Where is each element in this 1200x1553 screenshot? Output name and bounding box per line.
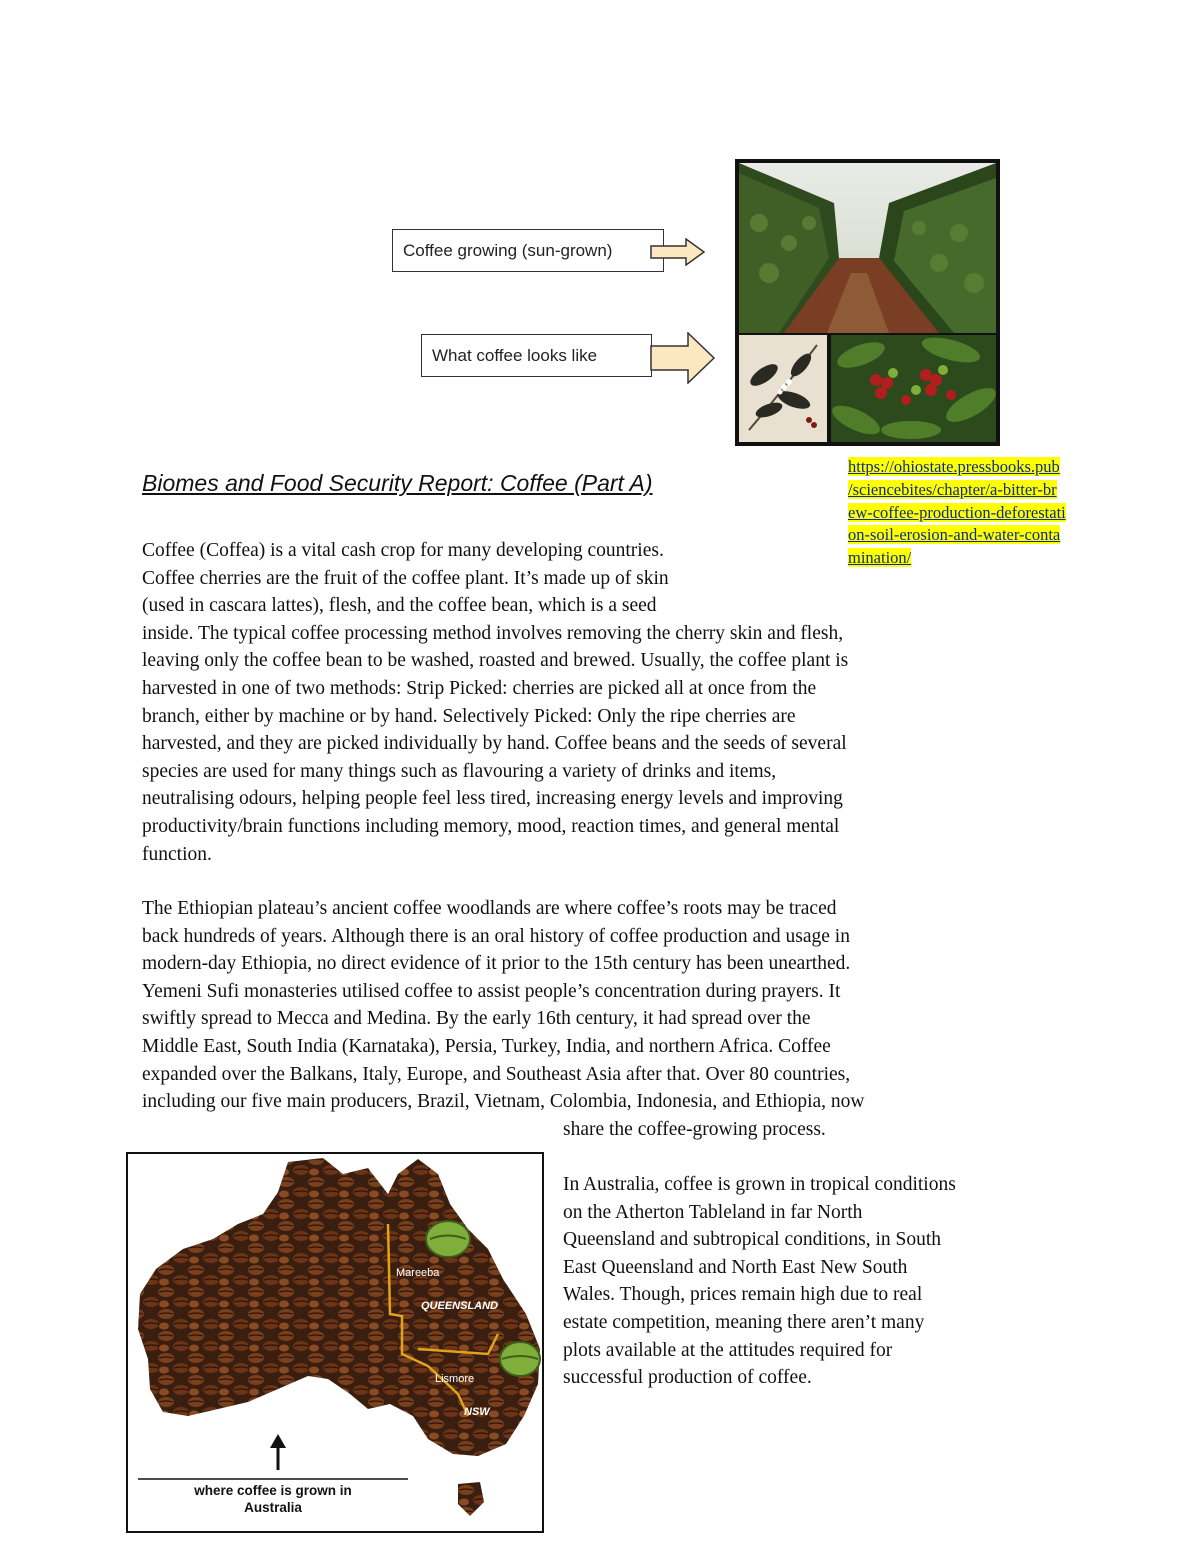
paragraph-line: estate competition, meaning there aren’t many <box>563 1311 925 1333</box>
coffee-botanical-illustration <box>739 335 827 443</box>
paragraph-line: successful production of coffee. <box>563 1367 812 1389</box>
paragraph-line: Middle East, South India (Karnataka), Persia, Turkey, India, and northern Africa. Coffee <box>142 1035 831 1057</box>
map-label-mareeba: Mareeba <box>396 1267 440 1279</box>
paragraph-line: neutralising odours, helping people feel less tired, increasing energy levels and improving <box>142 788 843 810</box>
arrow-right-icon <box>650 332 716 384</box>
callout-looks-like <box>421 334 652 377</box>
source-link-line[interactable]: https://ohiostate.pressbooks.pub <box>848 457 1060 476</box>
paragraph-line: plots available at the attitudes required for <box>563 1339 893 1361</box>
paragraph-line: Wales. Though, prices remain high due to real <box>563 1284 923 1306</box>
paragraph-line: Coffee (Coffea) is a vital cash crop for many developing countries. <box>142 540 664 561</box>
green-coffee-bean-icon <box>426 1221 470 1257</box>
report-title: Biomes and Food Security Report: Coffee (Part A) <box>142 470 653 496</box>
paragraph-coffee-overview <box>142 537 848 868</box>
callout-sun-grown <box>392 229 664 272</box>
paragraph-line: including our five main producers, Brazil, Vietnam, Colombia, Indonesia, and Ethiopia, now <box>142 1091 865 1113</box>
coffee-plantation-photo <box>739 163 996 333</box>
paragraph-line: leaving only the coffee bean to be washed, roasted and brewed. Usually, the coffee plant is <box>142 650 849 672</box>
paragraph-line: harvested, and they are picked individually by hand. Coffee beans and the seeds of several <box>142 733 847 755</box>
map-caption <box>138 1482 408 1516</box>
coffee-cherries-photo <box>831 335 996 443</box>
paragraph-line: expanded over the Balkans, Italy, Europe, and Southeast Asia after that. Over 80 countries, <box>142 1063 851 1085</box>
paragraph-australia <box>563 1171 956 1392</box>
paragraph-line: back hundreds of years. Although there is an oral history of coffee production and usage in <box>142 925 850 947</box>
map-caption-line: Australia <box>244 1500 302 1515</box>
paragraph-line: inside. The typical coffee processing method involves removing the cherry skin and flesh, <box>142 622 844 644</box>
australia-coffee-map <box>126 1152 544 1533</box>
paragraph-line: modern-day Ethiopia, no direct evidence of it prior to the 15th century has been unearthed. <box>142 953 851 975</box>
paragraph-line: function. <box>142 843 212 865</box>
map-label-nsw: NSW <box>464 1406 490 1418</box>
paragraph-coffee-history <box>142 895 865 1143</box>
paragraph-line: branch, either by machine or by hand. Selectively Picked: Only the ripe cherries are <box>142 705 796 727</box>
paragraph-line: (used in cascara lattes), flesh, and the coffee bean, which is a seed <box>142 595 657 617</box>
source-link-line[interactable]: /sciencebites/chapter/a-bitter-br <box>848 479 1057 499</box>
paragraph-line: productivity/brain functions including memory, mood, reaction times, and general mental <box>142 815 840 837</box>
paragraph-line: Queensland and subtropical conditions, in South <box>563 1229 942 1251</box>
paragraph-line: East Queensland and North East New South <box>563 1256 908 1278</box>
coffee-photo-collage <box>735 159 1000 446</box>
map-label-lismore: Lismore <box>435 1373 475 1385</box>
paragraph-line: The Ethiopian plateau’s ancient coffee woodlands are where coffee’s roots may be traced <box>142 898 837 919</box>
source-link-line[interactable]: ew-coffee-production-deforestati <box>848 502 1066 522</box>
paragraph-line: share the coffee-growing process. <box>563 1118 826 1140</box>
paragraph-line: on the Atherton Tableland in far North <box>563 1201 863 1223</box>
green-coffee-bean-icon <box>500 1342 540 1376</box>
paragraph-line: harvested in one of two methods: Strip Picked: cherries are picked all at once from the <box>142 677 817 699</box>
paragraph-line: species are used for many things such as flavouring a variety of drinks and items, <box>142 760 777 782</box>
paragraph-line: swiftly spread to Mecca and Medina. By the early 16th century, it had spread over the <box>142 1008 811 1030</box>
source-link[interactable] <box>848 456 1118 570</box>
paragraph-line: In Australia, coffee is grown in tropical conditions <box>563 1174 956 1195</box>
paragraph-line: Coffee cherries are the fruit of the coffee plant. It’s made up of skin <box>142 567 669 589</box>
australia-map-graphic <box>128 1154 542 1531</box>
callout-sun-grown-text: Coffee growing (sun-grown) <box>403 240 613 260</box>
map-caption-line: where coffee is grown in <box>194 1483 352 1498</box>
map-label-queensland: QUEENSLAND <box>421 1300 499 1312</box>
paragraph-line: Yemeni Sufi monasteries utilised coffee to assist people’s concentration during prayers. It <box>142 980 841 1002</box>
source-link-line[interactable]: mination/ <box>848 548 912 568</box>
callout-looks-like-text: What coffee looks like <box>432 345 598 365</box>
arrow-right-icon <box>650 238 706 266</box>
source-link-line[interactable]: on-soil-erosion-and-water-conta <box>848 525 1061 545</box>
